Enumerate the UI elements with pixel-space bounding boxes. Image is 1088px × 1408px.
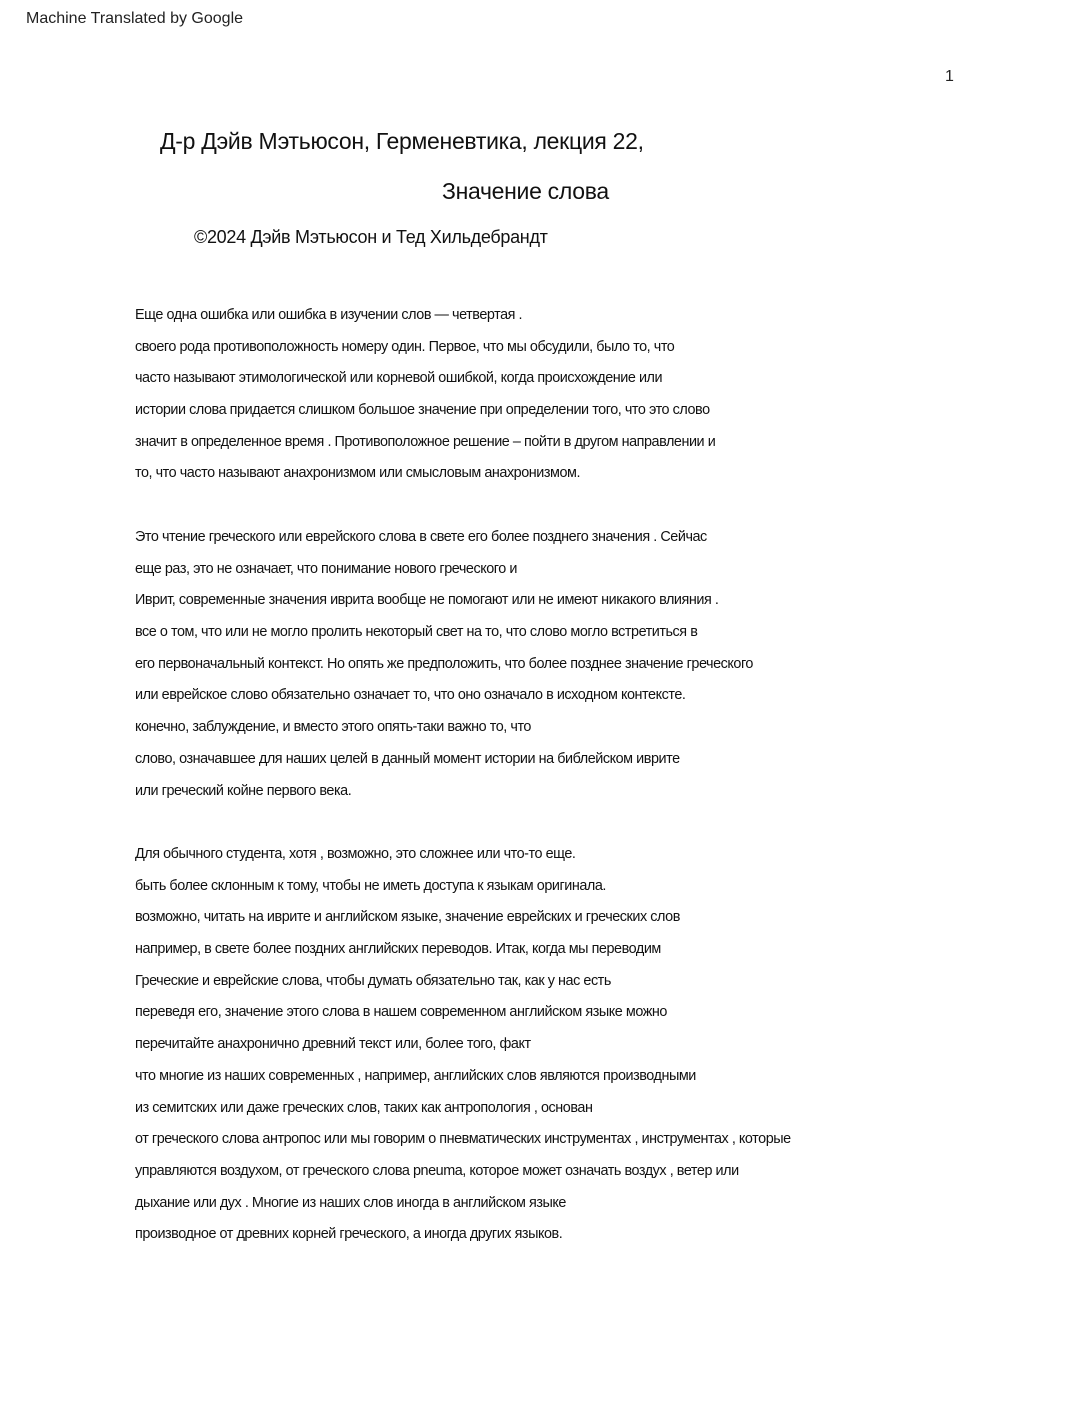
text-line: из семитских или даже греческих слов, таких как антропология , основан bbox=[135, 1099, 593, 1116]
lecture-title: Д-р Дэйв Мэтьюсон, Герменевтика, лекция 22, bbox=[160, 128, 644, 154]
text-line: истории слова придается слишком большое значение при определении того, что это слово bbox=[135, 402, 710, 419]
text-line: быть более склонным к тому, чтобы не иметь доступа к языкам оригинала. bbox=[135, 877, 606, 894]
text-line: или греческий койне первого века. bbox=[135, 782, 352, 799]
text-line: своего рода противоположность номеру один. Первое, что мы обсудили, было то, что bbox=[135, 338, 675, 355]
text-line: Иврит, современные значения иврита вообще не помогают или не имеют никакого влияния . bbox=[135, 592, 719, 609]
text-line: то, что часто называют анахронизмом или смысловым анахронизмом. bbox=[135, 465, 581, 482]
text-line: переведя его, значение этого слова в нашем современном английском языке можно bbox=[135, 1004, 667, 1021]
text-line: Это чтение греческого или еврейского слова в свете его более позднего значения . Сейчас bbox=[135, 529, 707, 545]
text-line: от греческого слова антропос или мы говорим о пневматических инструментах , инструментах , которые bbox=[135, 1131, 791, 1148]
text-line: производное от древних корней греческого, а иногда других языков. bbox=[135, 1226, 563, 1243]
text-line: слово, означавшее для наших целей в данный момент истории на библейском иврите bbox=[135, 750, 680, 767]
text-line: возможно, читать на иврите и английском языке, значение еврейских и греческих слов bbox=[135, 909, 680, 926]
paragraph-1 bbox=[135, 300, 965, 490]
text-line: конечно, заблуждение, и вместо этого опять-таки важно то, что bbox=[135, 719, 531, 736]
paragraph-3 bbox=[135, 839, 965, 1251]
text-line: дыхание или дух . Многие из наших слов иногда в английском языке bbox=[135, 1194, 566, 1211]
text-line: что многие из наших современных , например, английских слов являются производными bbox=[135, 1067, 696, 1084]
text-line: Для обычного студента, хотя , возможно, это сложнее или что-то еще. bbox=[135, 846, 576, 862]
text-line: управляются воздухом, от греческого слова pneuma, которое может означать воздух , ветер или bbox=[135, 1162, 739, 1179]
text-line: или еврейское слово обязательно означает то, что оно означало в исходном контексте. bbox=[135, 687, 686, 704]
paragraph-2 bbox=[135, 522, 965, 807]
text-line: например, в свете более поздних английских переводов. Итак, когда мы переводим bbox=[135, 941, 661, 958]
text-line: часто называют этимологической или корневой ошибкой, когда происхождение или bbox=[135, 370, 663, 387]
page-number: 1 bbox=[945, 68, 954, 85]
text-line: значит в определенное время . Противоположное решение – пойти в другом направлении и bbox=[135, 433, 716, 450]
machine-translated-label: Machine Translated by Google bbox=[26, 10, 244, 27]
text-line: все о том, что или не могло пролить некоторый свет на то, что слово могло встретиться в bbox=[135, 624, 698, 641]
text-line: Греческие и еврейские слова, чтобы думать обязательно так, как у нас есть bbox=[135, 972, 611, 989]
text-line: его первоначальный контекст. Но опять же предположить, что более позднее значение греческого bbox=[135, 655, 753, 672]
copyright-notice: ©2024 Дэйв Мэтьюсон и Тед Хильдебрандт bbox=[194, 227, 548, 247]
text-line: перечитайте анахронично древний текст или, более того, факт bbox=[135, 1036, 531, 1053]
text-line: Еще одна ошибка или ошибка в изучении слов — четвертая . bbox=[135, 307, 523, 323]
text-line: еще раз, это не означает, что понимание нового греческого и bbox=[135, 560, 517, 577]
lecture-subtitle: Значение слова bbox=[442, 178, 609, 204]
